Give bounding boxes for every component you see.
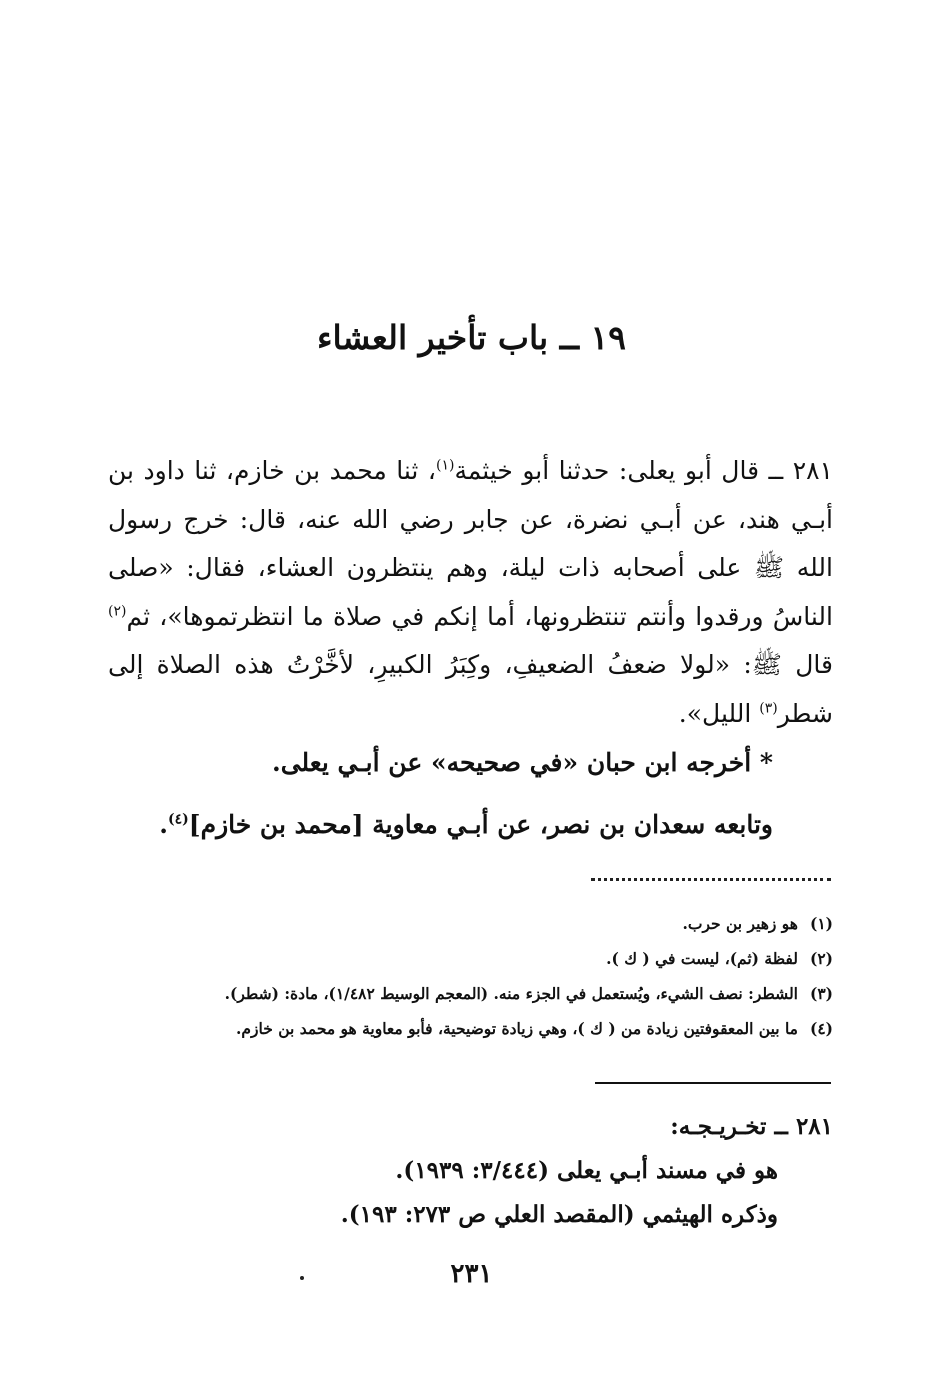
- tahqiq-heading: ٢٨١ ــ تخـريـجـه:: [670, 1113, 833, 1140]
- takhrij-mutaba-text: وتابعه سعدان بن نصر، عن أبـي معاوية [محمد بن خازم]: [188, 810, 773, 839]
- footnote-3: [113, 976, 833, 1011]
- takhrij-mutaba: [113, 810, 773, 839]
- print-speck: [300, 1276, 304, 1280]
- footnote-text: لفظة (ثم)، ليست في ( ك ).: [606, 949, 798, 968]
- footnote-separator-dotted: [591, 878, 831, 881]
- footnotes: [113, 906, 833, 1046]
- footnote-number: (٣): [809, 984, 833, 1003]
- footnote-text: الشطر: نصف الشيء، ويُستعمل في الجزء منه. (المعجم الوسيط ١/٤٨٢)، مادة: (شطر).: [224, 984, 798, 1003]
- footnote-ref-3: (٣): [759, 700, 778, 717]
- tahqiq-section: [113, 1105, 833, 1237]
- footnote-ref-1: (١): [435, 457, 455, 474]
- hadith-text-part-4: الليل».: [678, 698, 760, 728]
- footnote-4: [113, 1011, 833, 1046]
- footnote-1: [113, 906, 833, 941]
- footnote-2: [113, 941, 833, 976]
- tahqiq-line-2: وذكره الهيثمي (المقصد العلي ص ٢٧٣: ١٩٣).: [340, 1201, 778, 1228]
- takhrij-mutaba-end: .: [159, 810, 168, 839]
- takhrij-ibn-hibban: * أخرجه ابن حبان «في صحيحه» عن أبـي يعلى.: [271, 748, 773, 777]
- hadith-text-part-2: ، ثنا محمد بن خازم، ثنا داود بن أبـي هند، عن أبـي نضرة، عن جابر رضي الله عنه، قال: خرج رسول الله ﷺ على أصحابه ذات ليلة، وهم ينتظرون العشاء، فقال: «صلى الناسُ ورقدوا وأنتم تنتظرونها، أما إنكم في صلاة ما انتظرتموها»، ثم: [108, 456, 833, 631]
- footnote-number: (١): [809, 914, 833, 933]
- footnote-number: (٤): [809, 1019, 833, 1038]
- chapter-title: ١٩ ــ باب تأخير العشاء: [316, 318, 626, 357]
- tahqiq-line-1: هو في مسند أبـي يعلى (٣/٤٤٤: ١٩٣٩).: [395, 1157, 778, 1184]
- footnote-text: ما بين المعقوفتين زيادة من ( ك )، وهي زيادة توضيحية، فأبو معاوية هو محمد بن خازم.: [236, 1019, 798, 1038]
- hadith-text-part-1: ٢٨١ ــ قال أبو يعلى: حدثنا أبو خيثمة: [454, 456, 833, 485]
- footnote-number: (٢): [809, 949, 833, 968]
- tahqiq-separator-line: [595, 1082, 831, 1084]
- page-number: ٢٣١: [450, 1259, 493, 1289]
- hadith-text: [108, 447, 833, 738]
- footnote-text: هو زهير بن حرب.: [682, 914, 798, 933]
- footnote-ref-4: (٤): [168, 811, 189, 828]
- footnote-ref-2: (٢): [108, 603, 127, 620]
- hadith-text-part-3: قال ﷺ: «لولا ضعفُ الضعيفِ، وكِبَرُ الكبيرِ، لأخَّرْتُ هذه الصلاة إلى شطر: [108, 650, 833, 728]
